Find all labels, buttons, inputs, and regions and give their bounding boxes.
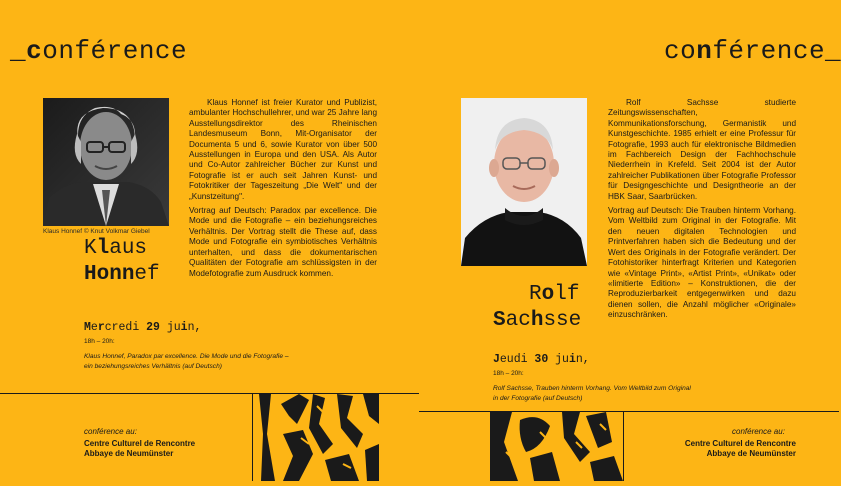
woodcut-illustration-right [490, 412, 623, 481]
divider-right [419, 411, 839, 412]
event-date-left: Mercredi 29 juin, [84, 321, 202, 334]
event-time-right: 18h – 20h: [493, 370, 524, 377]
photo-credit: Klaus Honnef © Knut Volkmar Giebel [43, 228, 150, 235]
bio-paragraph: Klaus Honnef ist freier Kurator und Publizist, ambulanter Hochschullehrer, und war 25 Jahre lang Ausstellungsdirektor des Rheinischen Landesmuseum Bonn, Mit-Organisator der Documenta 5 und 6, sowie Kurator von über 500 Ausstellungen in Europa und den USA. Als Autor und Co-Autor zahlreicher Bücher zur Kunst und Fotografie ist er auch seit Jahren Kunst- und Fotokritiker der Tageszeitung „Die Welt" und der „Kunstzeitung". [189, 98, 377, 201]
speaker-name-rolf-sachsse: Rolf Sachsse [493, 283, 582, 332]
right-conference-heading: conférence_ [664, 36, 841, 66]
speaker-name-klaus-honnef: Klaus Honnef [84, 237, 160, 286]
rolf-sachsse-photo [461, 98, 587, 266]
event-time-left: 18h – 20h: [84, 338, 115, 345]
venue-label-right: conférence au: [732, 427, 785, 436]
bio-paragraph: Rolf Sachsse studierte Zeitungswissenschaften, Kommunikationsforschung, Germanistik und Kunstgeschichte. 1985 erhielt er eine Professur für Fotografie, 1993 auch für elektronische Bildmedien im Fachbereich Design der Fachhochschule Niederrhein in Krefeld. Seit 2004 ist der Autor zahlreicher Publikationen über Fotografie Professor für Designgeschichte und Designtheorie an der HBK Saar, Saarbrücken. [608, 98, 796, 201]
talk-title-left: Klaus Honnef, Paradox par excellence. Die Mode und die Fotografie – ein beziehungsreiches Verhältnis (auf Deutsch) [84, 353, 289, 370]
talk-title-right: Rolf Sachsse, Trauben hinterm Vorhang. Vom Weltbild zum Original in der Fotografie (auf Deutsch) [493, 385, 691, 402]
vertical-rule-right [623, 411, 624, 481]
talk-description: Vortrag auf Deutsch: Die Trauben hinterm Vorhang. Vom Weltbild zum Original in der Fotografie. Mit den neuen digitalen Technologien und Printverfahren haben sich die Bedeutung und der Wert des Originals in der Fotografie verändert. Der Fotohistoriker hinterfragt Kriterien und Kategorien wie «Vintage Print», «Artist Print», «Unikat» oder «limitierte Edition» – Konstruktionen, die der Reproduzierbarkeit entgegenwirken und dazu dienen sollen, die Anzahl möglicher «Originale» einzuschränken. [608, 206, 796, 320]
talk-description: Vortrag auf Deutsch: Paradox par excellence. Die Mode und die Fotografie – ein beziehungsreiches Verhältnis. Der Vortrag stellt die These auf, dass Mode und Fotografie ein symbiotisches Verhältnis unterhalten, und dass die dokumentarischen Qualitäten der Fotografie am schlüssigsten in der Modefotografie zum Ausdruck kommen. [189, 206, 377, 278]
venue-left: Centre Culturel de Rencontre Abbaye de Neumünster [84, 439, 196, 458]
klaus-honnef-bio [189, 98, 377, 283]
woodcut-illustration-left [253, 394, 379, 481]
event-date-right: Jeudi 30 juin, [493, 353, 590, 366]
venue-label-left: conférence au: [84, 427, 137, 436]
left-conference-heading: _conférence [10, 36, 188, 66]
venue-right: Centre Culturel de Rencontre Abbaye de Neumünster [684, 439, 796, 458]
klaus-honnef-photo [43, 98, 169, 226]
rolf-sachsse-bio [608, 98, 796, 325]
